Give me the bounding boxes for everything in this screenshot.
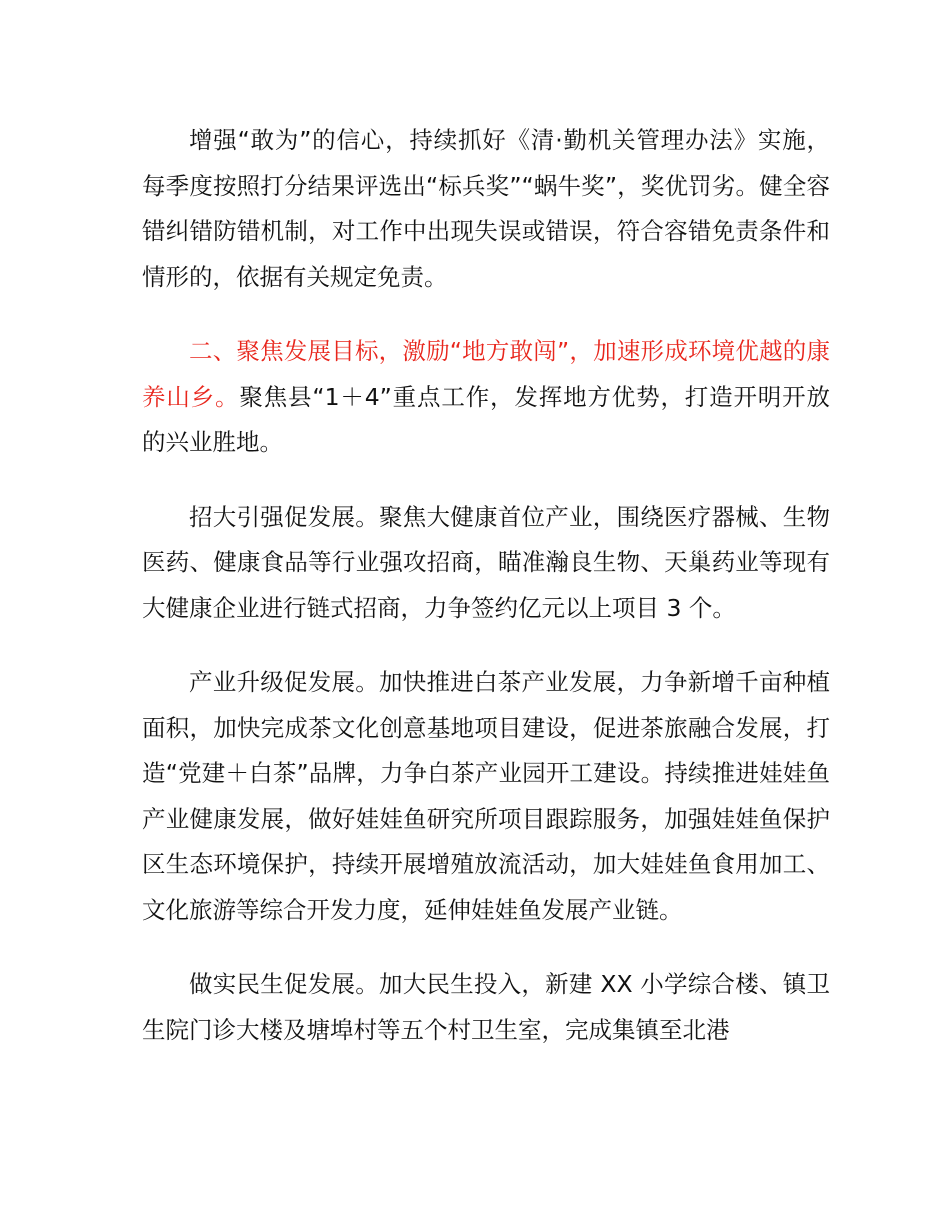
paragraph-section-two xyxy=(142,329,830,466)
section-heading: 二、聚焦发展目标，激励“地方敢闯”，加速形成环境优越的康养山乡。 xyxy=(142,337,830,411)
paragraph-investment: 招大引强促发展。聚焦大健康首位产业，围绕医疗器械、生物医药、健康食品等行业强攻招商，瞄准瀚良生物、天巢药业等现有大健康企业进行链式招商，力争签约亿元以上项目 3 个。 xyxy=(142,502,830,622)
paragraph-livelihood: 做实民生促发展。加大民生投入，新建 XX 小学综合楼、镇卫生院门诊大楼及塘埠村等五个村卫生室，完成集镇至北港 xyxy=(142,970,830,1044)
section-intro-text: 聚焦县“1＋4”重点工作，发挥地方优势，打造开明开放的兴业胜地。 xyxy=(142,382,830,456)
paragraph-confidence: 增强“敢为”的信心，持续抓好《清·勤机关管理办法》实施，每季度按照打分结果评选出“标兵奖”“蜗牛奖”，奖优罚劣。健全容错纠错防错机制，对工作中出现失误或错误，符合容错免责条件和情形的，依据有关规定免责。 xyxy=(142,126,830,291)
paragraph-industry-upgrade: 产业升级促发展。加快推进白茶产业发展，力争新增千亩种植面积，加快完成茶文化创意基地项目建设，促进茶旅融合发展，打造“党建＋白茶”品牌，力争白茶产业园开工建设。持续推进娃娃鱼产业健康发展，做好娃娃鱼研究所项目跟踪服务，加强娃娃鱼保护区生态环境保护，持续开展增殖放流活动，加大娃娃鱼食用加工、文化旅游等综合开发力度，延伸娃娃鱼发展产业链。 xyxy=(142,668,830,924)
document-body xyxy=(142,118,830,1082)
